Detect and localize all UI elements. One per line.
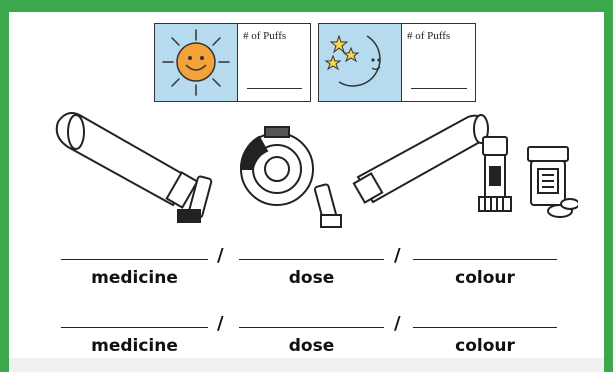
metered-dose-inhaler-with-spacer-icon [57,113,212,222]
bottom-strip [9,358,604,372]
medicine-label: medicine [91,268,178,288]
dose-label: dose [288,336,335,356]
morning-puffs-field[interactable] [247,88,302,89]
medicine-field[interactable] [61,259,208,260]
night-puffs-label: # of Puffs [407,30,451,42]
morning-icon-panel [155,24,238,101]
separator: / [394,245,401,266]
colour-field[interactable] [413,259,557,260]
puffer-inhaler-icon [314,115,488,227]
moon-stars-icon [319,24,401,101]
medication-card [9,12,604,358]
morning-puffs-label: # of Puffs [243,30,287,42]
medicine-field[interactable] [61,327,208,328]
colour-field[interactable] [413,327,557,328]
turbuhaler-icon [479,137,511,211]
pill-bottle-icon [528,147,578,217]
diskus-inhaler-icon [241,127,313,205]
sun-icon [155,24,237,101]
dose-field[interactable] [239,327,384,328]
night-puffs-box [318,23,476,102]
dose-field[interactable] [239,259,384,260]
night-icon-panel [319,24,402,101]
separator: / [217,313,224,334]
dose-label: dose [288,268,335,288]
inhaler-devices-illustration [53,107,578,237]
separator: / [394,313,401,334]
medicine-label: medicine [91,336,178,356]
colour-label: colour [455,268,515,288]
morning-puffs-box [154,23,311,102]
separator: / [217,245,224,266]
colour-label: colour [455,336,515,356]
night-puffs-field[interactable] [411,88,467,89]
